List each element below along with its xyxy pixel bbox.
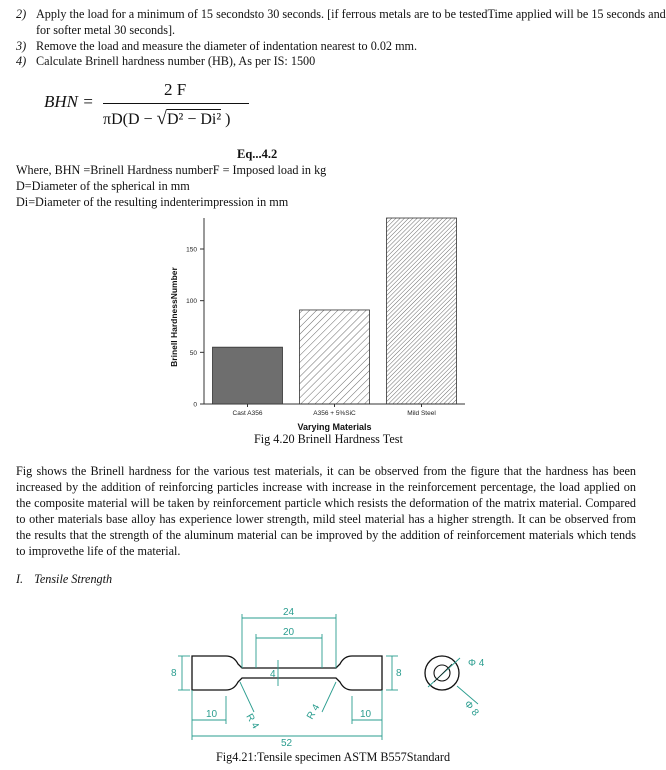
tensile-specimen-drawing <box>160 600 500 750</box>
y-tick-label: 100 <box>186 298 197 306</box>
dim-10-right-label: 10 <box>360 709 372 720</box>
dim-r4-right-label: R 4 <box>305 702 323 722</box>
formula-den-suffix: ) <box>225 111 231 128</box>
y-tick-label: 0 <box>193 401 197 409</box>
specimen-outline <box>192 656 382 690</box>
dim-r4-left-label: R 4 <box>243 712 261 731</box>
x-tick-label: Mild Steel <box>407 410 436 417</box>
formula-den-sqrt: D² − Di² <box>166 111 222 128</box>
step-2-number: 2) <box>16 7 27 21</box>
x-tick-label: Cast A356 <box>232 410 263 417</box>
figure-4-21-caption: Fig4.21:Tensile specimen ASTM B557Standard <box>216 750 451 764</box>
x-axis-label: Varying Materials <box>297 422 372 432</box>
step-3-text: Remove the load and measure the diameter of indentation nearest to 0.02 mm. <box>36 39 418 53</box>
dim-4-center-label: 4 <box>270 669 276 680</box>
step-2-text: Apply the load for a minimum of 15 secondsto 30 seconds. [if ferrous metals are to be testedTime applied will be 15 seconds and <box>36 7 666 21</box>
equation-label: Eq...4.2 <box>237 147 278 161</box>
bar <box>387 218 457 404</box>
dim-10-left-label: 10 <box>206 709 218 720</box>
where-line-2: D=Diameter of the spherical in mm <box>16 179 190 193</box>
dim-phi8-label: Φ 8 <box>461 698 481 719</box>
y-axis-label: Brinell HardnessNumber <box>169 267 179 367</box>
step-3-number: 3) <box>16 39 27 53</box>
formula-numerator: 2 F <box>164 80 187 99</box>
sqrt-icon: √ <box>156 108 167 129</box>
where-line-1: Where, BHN =Brinell Hardness numberF = Imposed load in kg <box>16 163 327 177</box>
bar <box>300 310 370 404</box>
dim-52-label: 52 <box>281 738 293 749</box>
formula-denominator <box>103 108 230 130</box>
step-2-text-cont: for softer metal 30 seconds]. <box>36 23 176 37</box>
cross-section <box>425 656 485 719</box>
x-tick-label: A356 + 5%SiC <box>313 410 356 417</box>
y-tick-label: 150 <box>186 246 197 254</box>
figure-4-20-caption: Fig 4.20 Brinell Hardness Test <box>254 432 403 446</box>
y-tick-label: 50 <box>189 349 197 357</box>
formula-lhs: BHN = <box>44 92 94 111</box>
section-number: I. <box>16 572 24 586</box>
dim-20-label: 20 <box>283 627 295 638</box>
brinell-bar-chart <box>160 212 480 437</box>
step-4-text: Calculate Brinell hardness number (HB), As per IS: 1500 <box>36 54 316 68</box>
step-4-number: 4) <box>16 54 27 68</box>
section-heading <box>16 571 112 587</box>
section-title: Tensile Strength <box>34 572 113 586</box>
where-line-3: Di=Diameter of the resulting indenterimpression in mm <box>16 195 289 209</box>
bar <box>213 347 283 404</box>
formula-den-prefix: πD(D − <box>103 111 153 128</box>
dim-phi4-label: Φ 4 <box>468 658 485 669</box>
dim-24-label: 24 <box>283 607 295 618</box>
body-paragraph: Fig shows the Brinell hardness for the various test materials, it can be observed from the figure that the hardness has been increased by the addition of reinforcing particles increase with increase in the reinforcement percentage, the load applied on the composite material will be taken by reinforcement particle which resists the deformation of the matrix material. Compared to other materials base alloy has experience lower strength, mild steel material has a higher strength. It can be observed from the results that the strength of the aluminum material can be improved by the addition of reinforcement materials which tends to improvethe life of the material. <box>16 464 636 558</box>
dim-8-left-label: 8 <box>171 668 177 679</box>
formula-fraction-bar <box>103 103 249 104</box>
dim-8-right-label: 8 <box>396 668 402 679</box>
